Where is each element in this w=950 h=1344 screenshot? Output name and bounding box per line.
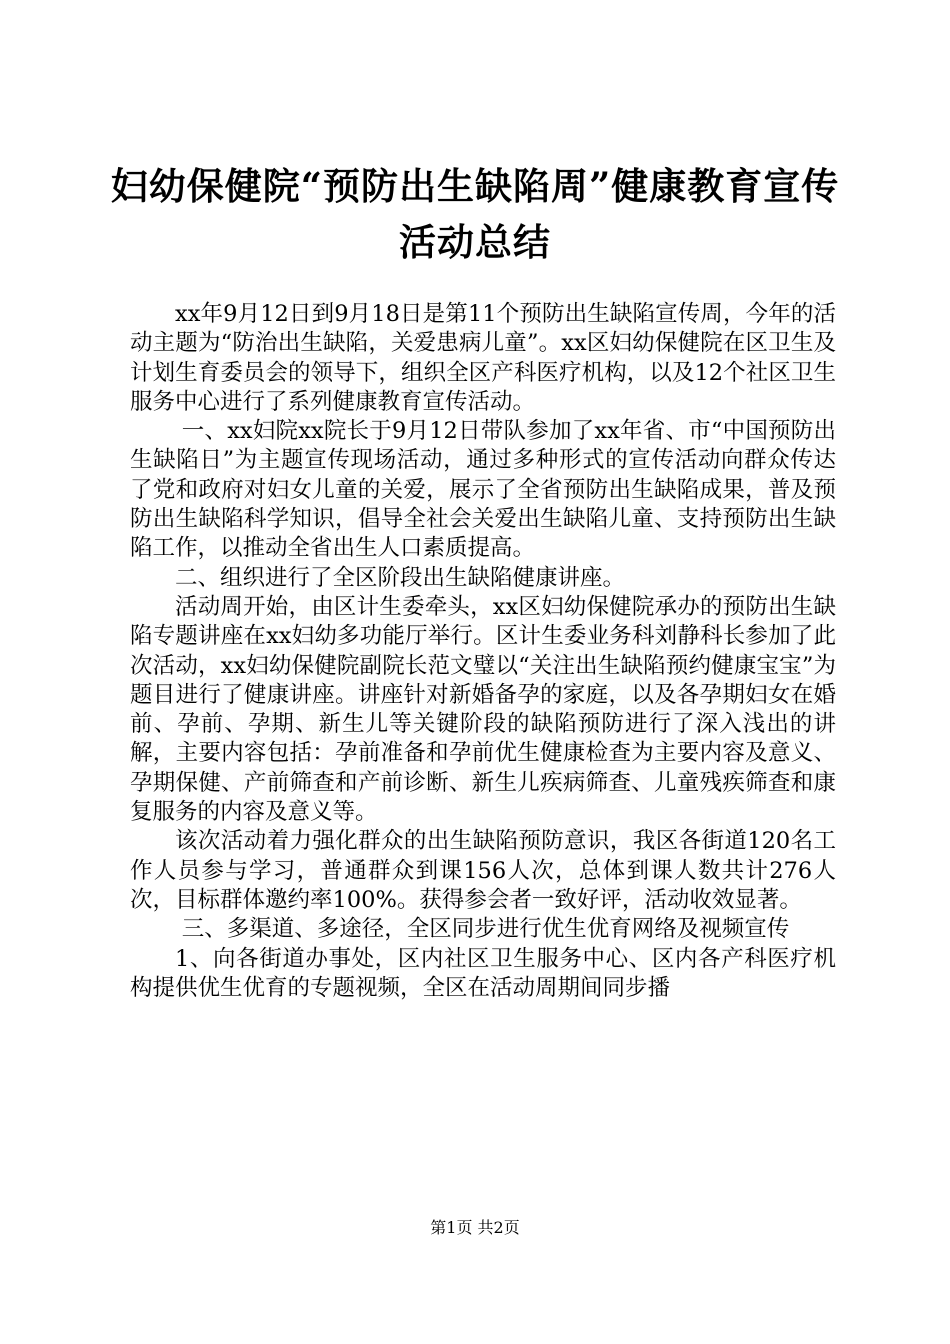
paragraph-item-1: 1、向各街道办事处，区内社区卫生服务中心、区内各产科医疗机构提供优生优育的专题视频，全区在活动周期间同步播 — [130, 945, 836, 1001]
paragraph-lecture: 活动周开始，由区计生委牵头，xx区妇幼保健院承办的预防出生缺陷专题讲座在xx妇幼多功能厅举行。区计生委业务科刘静科长参加了此次活动，xx妇幼保健院副院长范文璧以“关注出生缺陷预约健康宝宝”为题目进行了健康讲座。讲座针对新婚备孕的家庭，以及各孕期妇女在婚前、孕前、孕期、新生儿等关键阶段的缺陷预防进行了深入浅出的讲解，主要内容包括：孕前准备和孕前优生健康检查为主要内容及意义、孕期保健、产前筛查和产前诊断、新生儿疾病筛查、儿童残疾筛查和康复服务的内容及意义等。 — [130, 593, 836, 826]
paragraph-results: 该次活动着力强化群众的出生缺陷预防意识，我区各街道120名工作人员参与学习，普通群众到课156人次，总体到课人数共计276人次，目标群体邀约率100%。获得参会者一致好评，活动收效显著。 — [130, 828, 836, 913]
document-body — [130, 300, 836, 1003]
page-footer: 第1页 共2页 — [430, 1218, 520, 1237]
paragraph-intro: xx年9月12日到9月18日是第11个预防出生缺陷宣传周，今年的活动主题为“防治出生缺陷，关爱患病儿童”。xx区妇幼保健院在区卫生及计划生育委员会的领导下，组织全区产科医疗机构，以及12个社区卫生服务中心进行了系列健康教育宣传活动。 — [130, 301, 836, 415]
document-title-line-1: 妇幼保健院“预防出生缺陷周”健康教育宣传 — [110, 164, 840, 208]
paragraph-section-2-heading: 二、组织进行了全区阶段出生缺陷健康讲座。 — [175, 564, 626, 591]
paragraph-section-1: 一、xx妇院xx院长于9月12日带队参加了xx年省、市“中国预防出生缺陷日”为主题宣传现场活动，通过多种形式的宣传活动向群众传达了党和政府对妇女儿童的关爱，展示了全省预防出生缺陷成果，普及预防出生缺陷科学知识，倡导全社会关爱出生缺陷儿童、支持预防出生缺陷工作，以推动全省出生人口素质提高。 — [130, 418, 836, 562]
paragraph-section-3-heading: 三、多渠道、多途径，全区同步进行优生优育网络及视频宣传 — [181, 916, 790, 943]
document-title-line-2: 活动总结 — [399, 220, 551, 264]
